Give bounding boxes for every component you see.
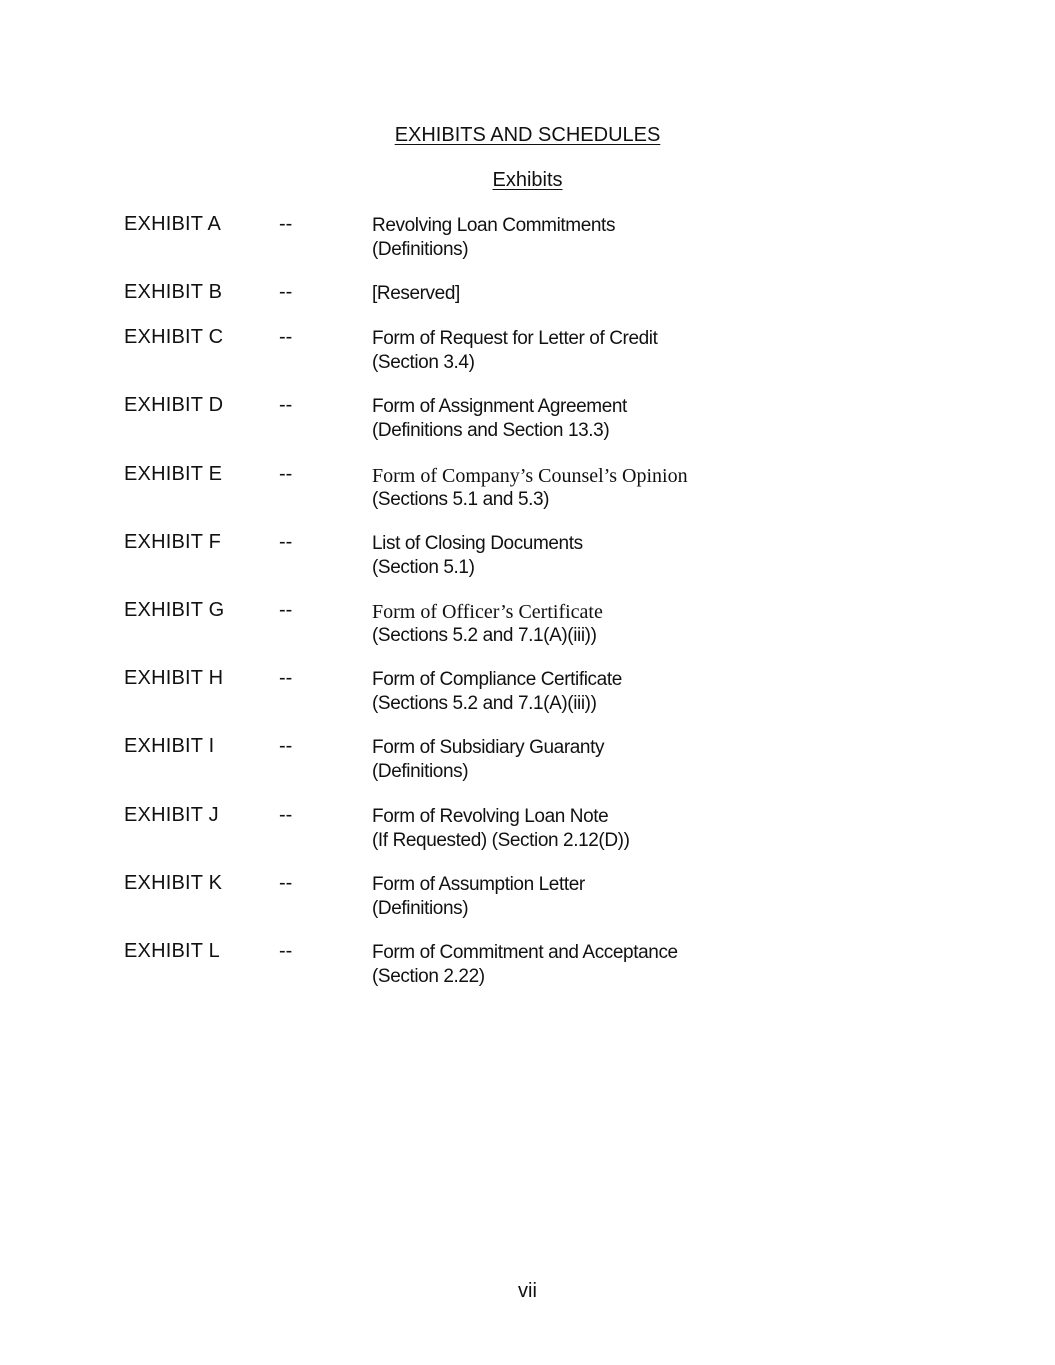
exhibit-description xyxy=(372,464,688,512)
exhibit-description xyxy=(372,532,583,580)
exhibit-reference: (Sections 5.2 and 7.1(A)(iii)) xyxy=(372,624,597,646)
exhibit-row xyxy=(124,804,884,872)
exhibit-description xyxy=(372,941,678,989)
section-subtitle-text: Exhibits xyxy=(492,169,563,191)
exhibit-reference: (Section 3.4) xyxy=(372,352,475,374)
exhibit-list xyxy=(124,213,884,1008)
exhibit-row xyxy=(124,599,884,667)
exhibit-reference: (Definitions) xyxy=(372,761,469,783)
exhibit-reference: (Definitions) xyxy=(372,239,469,260)
exhibit-separator: -- xyxy=(279,803,293,826)
exhibit-title: Form of Subsidiary Guaranty xyxy=(372,737,605,759)
exhibit-separator: -- xyxy=(279,598,293,621)
exhibit-row xyxy=(124,213,884,281)
exhibit-row xyxy=(124,531,884,599)
exhibit-separator: -- xyxy=(279,462,293,485)
exhibit-separator: -- xyxy=(279,394,293,417)
exhibit-row xyxy=(124,872,884,940)
exhibit-description xyxy=(372,600,603,648)
exhibit-title: Form of Company’s Counsel’s Opinion xyxy=(372,464,688,487)
exhibit-title: Form of Request for Letter of Credit xyxy=(372,328,658,350)
exhibit-reference: (Section 2.22) xyxy=(372,965,485,987)
exhibit-row xyxy=(124,735,884,803)
exhibit-row xyxy=(124,394,884,462)
exhibit-description xyxy=(372,668,622,716)
exhibit-title: Revolving Loan Commitments xyxy=(372,215,616,236)
exhibit-separator: -- xyxy=(279,667,293,690)
exhibit-description xyxy=(372,395,627,443)
section-subtitle xyxy=(0,169,1055,192)
exhibit-separator: -- xyxy=(279,939,293,962)
exhibit-label: EXHIBIT D xyxy=(124,394,224,417)
page-title-text: EXHIBITS AND SCHEDULES xyxy=(394,124,661,146)
exhibit-reference: (Sections 5.2 and 7.1(A)(iii)) xyxy=(372,693,597,715)
exhibit-reference: (Definitions) xyxy=(372,897,469,919)
exhibit-row xyxy=(124,326,884,394)
exhibit-label: EXHIBIT L xyxy=(124,939,220,962)
exhibit-reference: (If Requested) (Section 2.12(D)) xyxy=(372,829,630,851)
exhibit-title: Form of Revolving Loan Note xyxy=(372,805,609,827)
exhibit-separator: -- xyxy=(279,530,293,553)
exhibit-title: Form of Compliance Certificate xyxy=(372,669,622,691)
exhibit-title: List of Closing Documents xyxy=(372,532,583,554)
exhibit-label: EXHIBIT A xyxy=(124,213,222,235)
exhibit-title: Form of Commitment and Acceptance xyxy=(372,941,678,963)
exhibit-label: EXHIBIT K xyxy=(124,871,223,894)
exhibit-row xyxy=(124,281,884,326)
exhibit-label: EXHIBIT H xyxy=(124,667,224,690)
exhibit-description xyxy=(372,327,658,375)
exhibit-row xyxy=(124,667,884,735)
exhibit-title: Form of Assignment Agreement xyxy=(372,396,627,418)
page-number: vii xyxy=(518,1280,537,1302)
exhibit-reference: (Section 5.1) xyxy=(372,556,475,578)
exhibit-description xyxy=(372,873,585,921)
exhibit-label: EXHIBIT J xyxy=(124,803,219,826)
exhibit-separator: -- xyxy=(279,735,293,758)
exhibit-row xyxy=(124,463,884,531)
exhibit-description xyxy=(372,805,630,853)
exhibit-title: [Reserved] xyxy=(372,283,460,305)
exhibit-description xyxy=(372,214,615,262)
exhibit-row xyxy=(124,940,884,1008)
exhibit-description xyxy=(372,736,604,784)
exhibit-separator: -- xyxy=(279,213,293,235)
exhibit-label: EXHIBIT C xyxy=(124,326,224,349)
exhibit-label: EXHIBIT G xyxy=(124,598,225,621)
exhibit-reference: (Definitions and Section 13.3) xyxy=(372,420,610,442)
exhibit-reference: (Sections 5.1 and 5.3) xyxy=(372,488,550,510)
exhibit-label: EXHIBIT I xyxy=(124,735,215,758)
exhibit-title: Form of Officer’s Certificate xyxy=(372,600,603,623)
exhibit-separator: -- xyxy=(279,326,293,349)
exhibit-separator: -- xyxy=(279,871,293,894)
exhibit-label: EXHIBIT B xyxy=(124,281,223,304)
exhibit-label: EXHIBIT F xyxy=(124,530,222,553)
exhibit-separator: -- xyxy=(279,281,293,304)
exhibit-title: Form of Assumption Letter xyxy=(372,873,585,895)
exhibit-description xyxy=(372,282,460,306)
page-title xyxy=(0,124,1055,147)
exhibit-label: EXHIBIT E xyxy=(124,462,223,485)
